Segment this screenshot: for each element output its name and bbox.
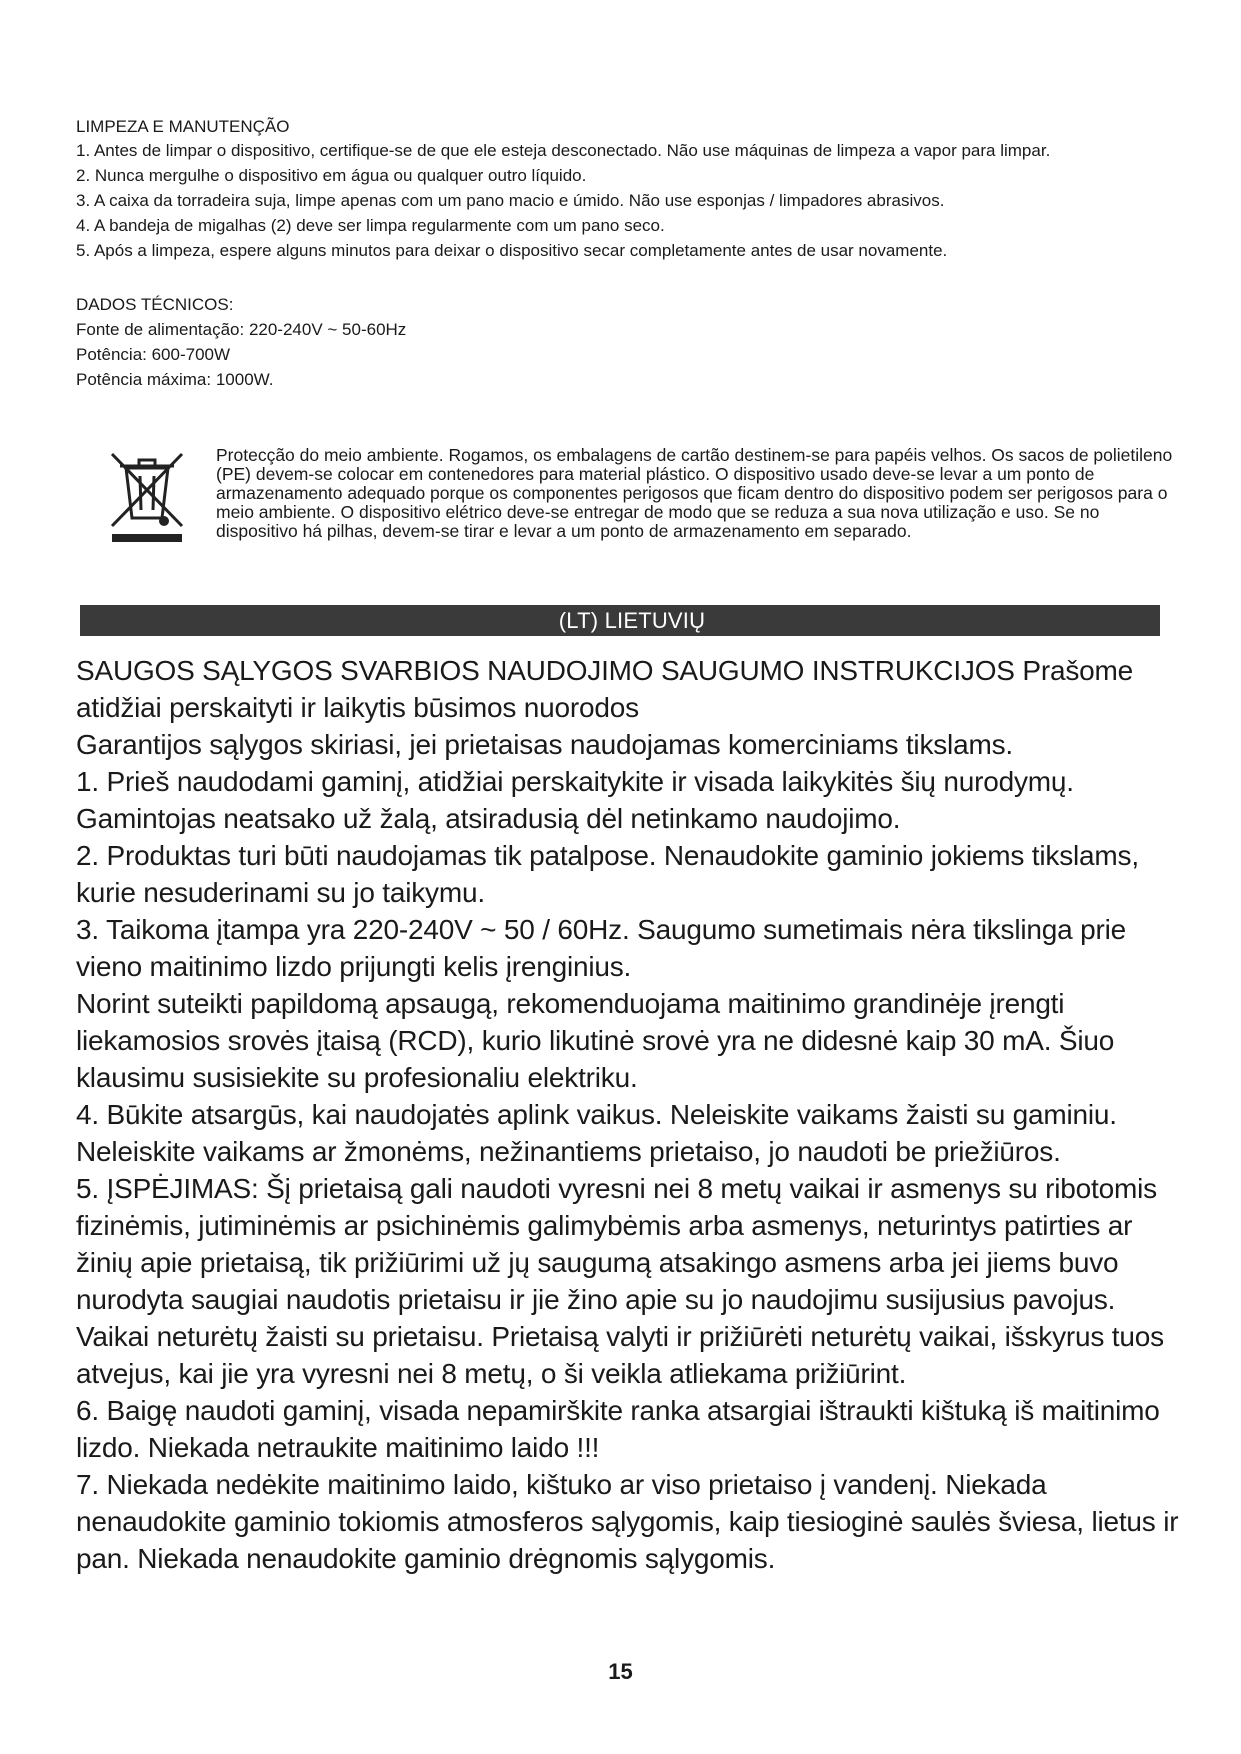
lt-paragraph: 3. Taikoma įtampa yra 220-240V ~ 50 / 60Hz. Saugumo sumetimais nėra tikslinga prie vieno maitinimo lizdo prijungti kelis įrenginius. xyxy=(76,914,1126,982)
lt-paragraph: 5. ĮSPĖJIMAS: Šį prietaisą gali naudoti vyresni nei 8 metų vaikai ir asmenys su ribotomis fizinėmis, jutiminėmis ar psichinėmis galimybėmis arba asmenys, neturintys patirties ar žinių apie prietaisą, tik prižiūrimi už jų saugumą atsakingo asmens arba jei jiems buvo nurodyta saugiai naudotis prietaisu ir jie žino apie su jo naudojimu susijusius pavojus. Vaikai neturėtų žaisti su prietaisu. Prietaisą valyti ir prižiūrėti neturėtų vaikai, išskyrus tuos atvejus, kai jie yra vyresni nei 8 metų, o ši veikla atliekama prižiūrint. xyxy=(76,1173,1164,1389)
cleaning-item: 1. Antes de limpar o dispositivo, certifique-se de que ele esteja desconectado. Não use máquinas de limpeza a vapor para limpar. xyxy=(76,141,1051,160)
lt-paragraph: 1. Prieš naudodami gaminį, atidžiai perskaitykite ir visada laikykitės šių nurodymų. Gamintojas neatsako už žalą, atsiradusią dėl netinkamo naudojimo. xyxy=(76,766,1074,834)
cleaning-heading: LIMPEZA E MANUTENÇÃO xyxy=(76,117,290,136)
lt-paragraph: 2. Produktas turi būti naudojamas tik patalpose. Nenaudokite gaminio jokiems tikslams, kurie nesuderinami su jo taikymu. xyxy=(76,840,1139,908)
cleaning-item: 5. Após a limpeza, espere alguns minutos para deixar o dispositivo secar completamente antes de usar novamente. xyxy=(76,241,948,260)
tech-line: Potência: 600-700W xyxy=(76,345,231,364)
language-section-label: (LT) LIETUVIŲ xyxy=(558,607,706,633)
language-section-bar xyxy=(80,605,1160,636)
lt-paragraph: 7. Niekada nedėkite maitinimo laido, kištuko ar viso prietaiso į vandenį. Niekada nenaudokite gaminio tokiomis atmosferos sąlygomis, kaip tiesioginė saulės šviesa, lietus ir pan. Niekada nenaudokite gaminio drėgnomis sąlygomis. xyxy=(76,1469,1179,1574)
environment-notice: Protecção do meio ambiente. Rogamos, os embalagens de cartão destinem-se para papéis velhos. Os sacos de polietileno (PE) devem-se colocar em contenedores para material plástico. O dispositivo usado deve-se levar a um ponto de armazenamento adequado porque os componentes perigosos que ficam dentro do dispositivo podem ser perigosos para o meio ambiente. O dispositivo elétrico deve-se entregar de modo que se reduza a sua nova utilização e uso. Se no dispositivo há pilhas, devem-se tirar e levar a um ponto de armazenamento em separado. xyxy=(216,445,1173,541)
cleaning-item: 3. A caixa da torradeira suja, limpe apenas com um pano macio e úmido. Não use esponjas / limpadores abrasivos. xyxy=(76,191,945,210)
lt-paragraph: Norint suteikti papildomą apsaugą, rekomenduojama maitinimo grandinėje įrengti liekamosios srovės įtaisą (RCD), kurio likutinė srovė yra ne didesnė kaip 30 mA. Šiuo klausimu susisiekite su profesionaliu elektriku. xyxy=(76,988,1115,1093)
lt-paragraph: 4. Būkite atsargūs, kai naudojatės aplink vaikus. Neleiskite vaikams žaisti su gaminiu. Neleiskite vaikams ar žmonėms, nežinantiems prietaiso, jo naudoti be priežiūros. xyxy=(76,1099,1117,1167)
cleaning-item: 4. A bandeja de migalhas (2) deve ser limpa regularmente com um pano seco. xyxy=(76,216,665,235)
tech-heading: DADOS TÉCNICOS: xyxy=(76,295,234,314)
lt-paragraph: SAUGOS SĄLYGOS SVARBIOS NAUDOJIMO SAUGUMO INSTRUKCIJOS Prašome atidžiai perskaityti ir laikytis būsimos nuorodos xyxy=(76,655,1133,723)
tech-data-section xyxy=(76,292,676,392)
cleaning-item: 2. Nunca mergulhe o dispositivo em água ou qualquer outro líquido. xyxy=(76,166,587,185)
lt-paragraph: Garantijos sąlygos skiriasi, jei prietaisas naudojamas komerciniams tikslams. xyxy=(76,729,1013,760)
page-number: 15 xyxy=(608,1659,633,1684)
lithuanian-instructions xyxy=(76,652,1186,1577)
crossed-out-wheelie-bin-icon xyxy=(106,446,188,546)
lt-paragraph: 6. Baigę naudoti gaminį, visada nepamirškite ranka atsargiai ištraukti kištuką iš maitinimo lizdo. Niekada netraukite maitinimo laido !!! xyxy=(76,1395,1160,1463)
tech-line: Potência máxima: 1000W. xyxy=(76,370,274,389)
tech-line: Fonte de alimentação: 220-240V ~ 50-60Hz xyxy=(76,320,407,339)
cleaning-section xyxy=(76,116,1176,263)
